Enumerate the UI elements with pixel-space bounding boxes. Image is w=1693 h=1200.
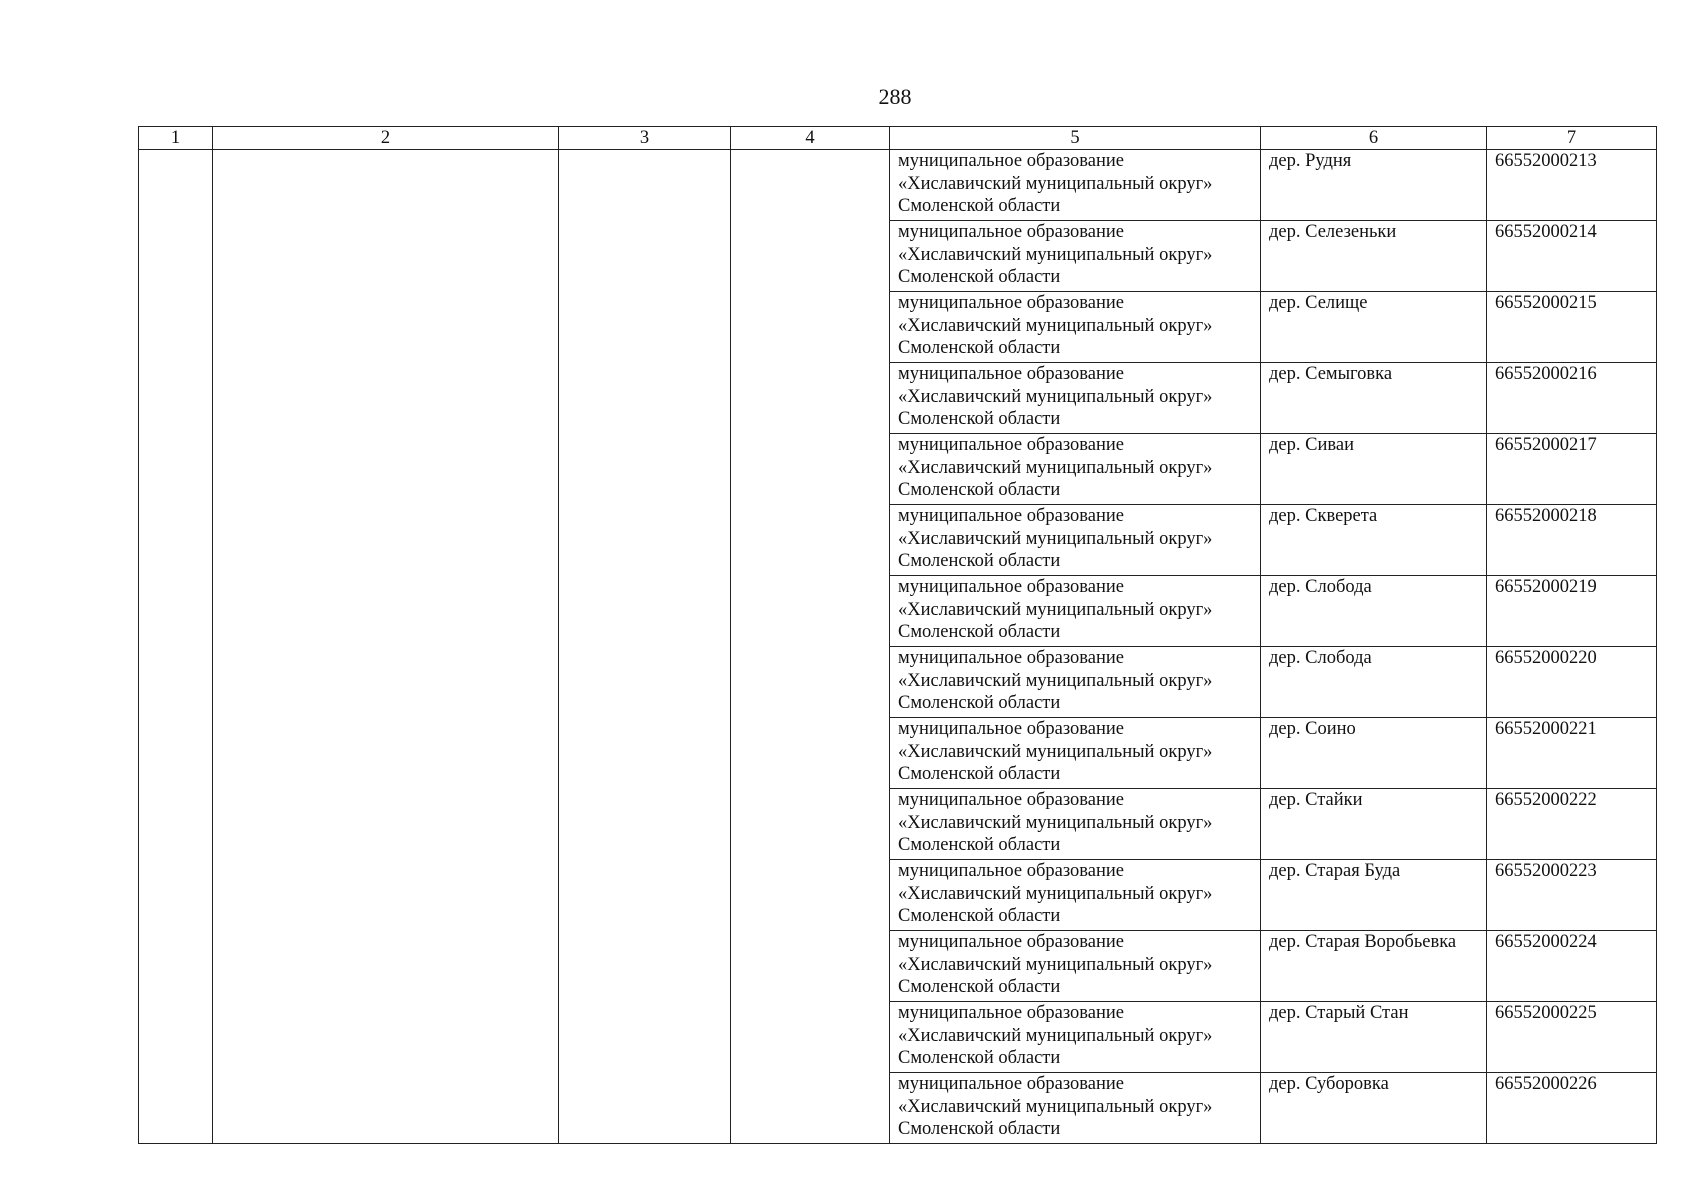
settlement-cell: дер. Суборовка (1261, 1073, 1487, 1144)
municipality-line: Смоленской области (898, 480, 1061, 500)
column-header-1: 1 (139, 127, 213, 150)
municipality-line: муниципальное образование (898, 364, 1125, 384)
municipality-line: «Хиславичский муниципальный округ» (898, 528, 1213, 549)
settlement-cell: дер. Стайки (1261, 789, 1487, 860)
column-header-4: 4 (731, 127, 890, 150)
municipality-line: «Хиславичский муниципальный округ» (898, 386, 1213, 407)
municipality-line: Смоленской области (898, 409, 1061, 429)
settlement-cell: дер. Селезеньки (1261, 221, 1487, 292)
municipality-line: Смоленской области (898, 338, 1061, 358)
municipality-line: «Хиславичский муниципальный округ» (898, 244, 1213, 265)
municipality-line: Смоленской области (898, 622, 1061, 642)
municipality-line: муниципальное образование (898, 151, 1125, 171)
municipality-cell (890, 576, 1261, 647)
municipality-line: Смоленской области (898, 693, 1061, 713)
settlement-cell: дер. Скверета (1261, 505, 1487, 576)
oktmo-code-cell: 66552000215 (1487, 292, 1657, 363)
municipality-line: «Хиславичский муниципальный округ» (898, 741, 1213, 762)
municipality-line: Смоленской области (898, 196, 1061, 216)
settlement-cell: дер. Слобода (1261, 647, 1487, 718)
municipality-cell (890, 718, 1261, 789)
column-header-3: 3 (559, 127, 731, 150)
table-body (139, 150, 1657, 1144)
municipality-cell (890, 1073, 1261, 1144)
oktmo-code-cell: 66552000224 (1487, 931, 1657, 1002)
municipality-cell (890, 221, 1261, 292)
municipality-line: Смоленской области (898, 267, 1061, 287)
municipality-line: «Хиславичский муниципальный округ» (898, 1096, 1213, 1117)
municipality-line: «Хиславичский муниципальный округ» (898, 457, 1213, 478)
oktmo-code-cell: 66552000226 (1487, 1073, 1657, 1144)
municipality-cell (890, 789, 1261, 860)
oktmo-code-cell: 66552000214 (1487, 221, 1657, 292)
merged-empty-cell-col-2 (213, 150, 559, 1144)
municipality-line: муниципальное образование (898, 435, 1125, 455)
municipality-cell (890, 150, 1261, 221)
municipality-line: муниципальное образование (898, 790, 1125, 810)
municipality-cell (890, 434, 1261, 505)
municipality-line: муниципальное образование (898, 293, 1125, 313)
oktmo-code-cell: 66552000225 (1487, 1002, 1657, 1073)
municipality-line: «Хиславичский муниципальный округ» (898, 812, 1213, 833)
municipality-line: муниципальное образование (898, 1003, 1125, 1023)
municipality-line: муниципальное образование (898, 932, 1125, 952)
municipality-cell (890, 505, 1261, 576)
column-header-7: 7 (1487, 127, 1657, 150)
table-row (139, 150, 1657, 221)
page-number: 288 (878, 84, 912, 109)
municipality-line: Смоленской области (898, 906, 1061, 926)
municipality-line: «Хиславичский муниципальный округ» (898, 599, 1213, 620)
header-row (139, 127, 1657, 150)
municipality-line: «Хиславичский муниципальный округ» (898, 954, 1213, 975)
municipality-line: «Хиславичский муниципальный округ» (898, 1025, 1213, 1046)
municipality-line: муниципальное образование (898, 222, 1125, 242)
municipality-line: Смоленской области (898, 764, 1061, 784)
municipality-cell (890, 931, 1261, 1002)
settlement-cell: дер. Селище (1261, 292, 1487, 363)
municipality-cell (890, 860, 1261, 931)
table-header (139, 127, 1657, 150)
municipality-line: Смоленской области (898, 1048, 1061, 1068)
settlement-cell: дер. Семыговка (1261, 363, 1487, 434)
column-header-5: 5 (890, 127, 1261, 150)
municipality-cell (890, 1002, 1261, 1073)
oktmo-code-cell: 66552000221 (1487, 718, 1657, 789)
municipality-line: муниципальное образование (898, 648, 1125, 668)
oktmo-code-cell: 66552000220 (1487, 647, 1657, 718)
oktmo-code-cell: 66552000218 (1487, 505, 1657, 576)
municipality-line: муниципальное образование (898, 861, 1125, 881)
municipality-line: Смоленской области (898, 551, 1061, 571)
oktmo-code-cell: 66552000216 (1487, 363, 1657, 434)
municipality-cell (890, 647, 1261, 718)
municipality-line: «Хиславичский муниципальный округ» (898, 883, 1213, 904)
settlement-cell: дер. Слобода (1261, 576, 1487, 647)
oktmo-code-cell: 66552000219 (1487, 576, 1657, 647)
settlement-cell: дер. Соино (1261, 718, 1487, 789)
column-header-6: 6 (1261, 127, 1487, 150)
municipality-line: муниципальное образование (898, 577, 1125, 597)
merged-empty-cell-col-3 (559, 150, 731, 1144)
oktmo-code-cell: 66552000223 (1487, 860, 1657, 931)
oktmo-code-cell: 66552000217 (1487, 434, 1657, 505)
municipality-cell (890, 292, 1261, 363)
settlement-cell: дер. Сиваи (1261, 434, 1487, 505)
municipality-line: «Хиславичский муниципальный округ» (898, 173, 1213, 194)
municipality-line: муниципальное образование (898, 506, 1125, 526)
municipality-cell (890, 363, 1261, 434)
municipality-line: муниципальное образование (898, 1074, 1125, 1094)
settlement-cell: дер. Старый Стан (1261, 1002, 1487, 1073)
municipality-line: Смоленской области (898, 835, 1061, 855)
municipality-line: муниципальное образование (898, 719, 1125, 739)
settlement-cell: дер. Старая Воробьевка (1261, 931, 1487, 1002)
oktmo-code-cell: 66552000213 (1487, 150, 1657, 221)
municipality-line: «Хиславичский муниципальный округ» (898, 315, 1213, 336)
municipality-line: Смоленской области (898, 977, 1061, 997)
settlement-cell: дер. Рудня (1261, 150, 1487, 221)
municipality-line: Смоленской области (898, 1119, 1061, 1139)
oktmo-code-cell: 66552000222 (1487, 789, 1657, 860)
settlement-cell: дер. Старая Буда (1261, 860, 1487, 931)
municipality-line: «Хиславичский муниципальный округ» (898, 670, 1213, 691)
merged-empty-cell-col-4 (731, 150, 890, 1144)
column-header-2: 2 (213, 127, 559, 150)
settlements-table (138, 126, 1657, 1144)
merged-empty-cell-col-1 (139, 150, 213, 1144)
